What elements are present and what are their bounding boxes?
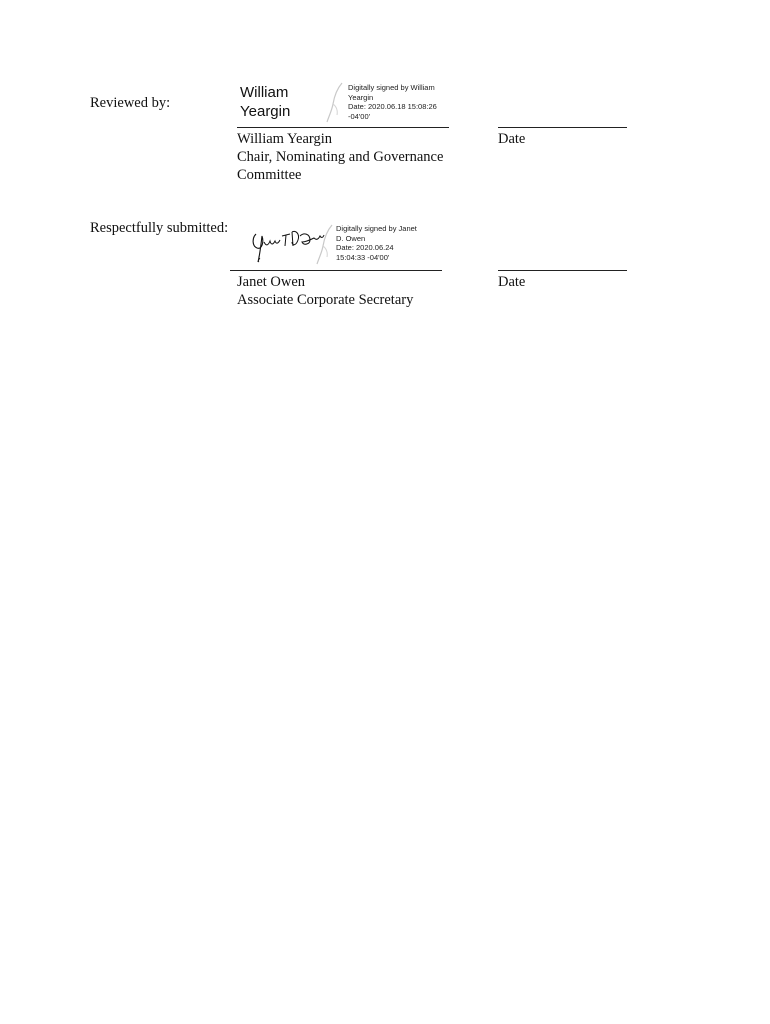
reviewed-by-label: Reviewed by: [90,95,171,111]
reviewer-signature-details: Digitally signed by William Yeargin Date: 2020.06.18 15:08:26 -04'00' [348,83,437,121]
reviewer-date-line [498,127,627,128]
reviewer-title-cont: Committee [237,167,302,183]
reviewer-signature-line [237,127,449,128]
submitter-signature-line [230,270,442,271]
submitter-name: Janet Owen [237,274,306,290]
reviewer-digital-signature [236,80,456,126]
signature-check-icon [324,80,348,124]
reviewer-signature-name: William Yeargin [240,84,291,120]
submitter-date-label: Date [498,274,526,290]
submitter-title: Associate Corporate Secretary [237,292,414,308]
reviewer-title: Chair, Nominating and Governance [237,149,444,165]
reviewer-info [237,130,443,184]
submitted-by-label: Respectfully submitted: [90,220,229,236]
submitter-info [237,273,413,309]
submitter-digital-signature [248,220,438,266]
reviewer-name: William Yeargin [237,131,333,147]
submitter-signature-details: Digitally signed by Janet D. Owen Date: 2020.06.24 15:04:33 -04'00' [336,224,417,262]
reviewer-date-label: Date [498,131,526,147]
signature-check-icon [314,222,338,266]
submitter-date-line [498,270,627,271]
